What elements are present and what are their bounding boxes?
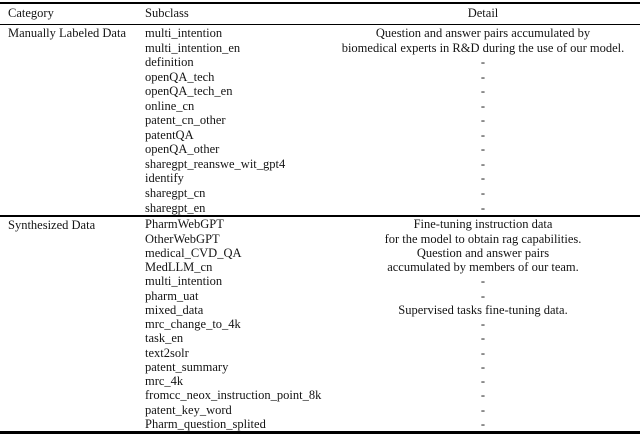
- table-row: [137, 41, 640, 56]
- detail-cell: -: [480, 288, 486, 303]
- table-row: [137, 143, 640, 158]
- detail-cell: -: [480, 359, 486, 374]
- detail-cell: -: [480, 274, 486, 289]
- section-rows: [137, 25, 640, 215]
- table-row: [137, 332, 640, 346]
- detail-cell: accumulated by members of our team.: [387, 260, 579, 275]
- table-section: [0, 25, 640, 215]
- table-row: [137, 317, 640, 331]
- detail-cell: -: [480, 98, 486, 113]
- subclass-cell: PharmWebGPT: [145, 217, 224, 232]
- subclass-cell: fromcc_neox_instruction_point_8k: [145, 388, 322, 403]
- header-detail: Detail: [467, 6, 499, 21]
- category-cell: Synthesized Data: [8, 217, 96, 232]
- subclass-cell: mrc_4k: [145, 374, 184, 389]
- table-row: [137, 84, 640, 99]
- table-row: [137, 417, 640, 431]
- subclass-cell: MedLLM_cn: [145, 260, 213, 275]
- table-row: [137, 260, 640, 274]
- category-cell: Manually Labeled Data: [8, 26, 127, 41]
- subclass-cell: sharegpt_cn: [145, 185, 206, 200]
- table-row: [137, 218, 640, 232]
- table-row: [137, 360, 640, 374]
- detail-cell: -: [480, 55, 486, 70]
- table-row: [137, 157, 640, 172]
- detail-cell: Fine-tuning instruction data: [413, 217, 553, 232]
- detail-cell: -: [480, 185, 486, 200]
- table-section: [0, 217, 640, 432]
- table-row: [137, 275, 640, 289]
- detail-cell: -: [480, 345, 486, 360]
- subclass-cell: openQA_tech_en: [145, 84, 233, 99]
- table-row: [137, 201, 640, 216]
- detail-cell: -: [480, 331, 486, 346]
- detail-cell: -: [480, 374, 486, 389]
- detail-cell: -: [480, 317, 486, 332]
- header-category: Category: [8, 6, 54, 21]
- table-row: [137, 346, 640, 360]
- table-row: [137, 26, 640, 41]
- subclass-cell: mixed_data: [145, 302, 204, 317]
- subclass-cell: definition: [145, 55, 194, 70]
- subclass-cell: multi_intention_en: [145, 40, 241, 55]
- table-row: [137, 374, 640, 388]
- table-row: [137, 232, 640, 246]
- table-row: [137, 70, 640, 85]
- detail-cell: -: [480, 200, 486, 215]
- detail-cell: -: [480, 416, 486, 431]
- subclass-cell: identify: [145, 171, 184, 186]
- detail-cell: Question and answer pairs accumulated by: [375, 25, 591, 40]
- subclass-cell: openQA_other: [145, 142, 220, 157]
- subclass-cell: openQA_tech: [145, 69, 215, 84]
- header-subclass: Subclass: [145, 6, 189, 21]
- table-row: [137, 113, 640, 128]
- detail-cell: -: [480, 69, 486, 84]
- detail-cell: biomedical experts in R&D during the use of our model.: [341, 40, 625, 55]
- subclass-cell: sharegpt_en: [145, 200, 206, 215]
- subclass-cell: medical_CVD_QA: [145, 245, 242, 260]
- section-rows: [137, 217, 640, 432]
- detail-cell: -: [480, 127, 486, 142]
- table-row: [137, 246, 640, 260]
- table-row: [137, 55, 640, 70]
- subclass-cell: patentQA: [145, 127, 194, 142]
- subclass-cell: pharm_uat: [145, 288, 199, 303]
- table-row: [137, 389, 640, 403]
- subclass-cell: online_cn: [145, 98, 195, 113]
- table-row: [137, 186, 640, 201]
- table-row: [137, 99, 640, 114]
- table-row: [137, 289, 640, 303]
- subclass-cell: sharegpt_reanswe_wit_gpt4: [145, 156, 286, 171]
- detail-cell: -: [480, 142, 486, 157]
- table-row: [137, 403, 640, 417]
- subclass-cell: OtherWebGPT: [145, 231, 220, 246]
- detail-cell: -: [480, 402, 486, 417]
- table-row: [137, 172, 640, 187]
- detail-cell: Question and answer pairs: [416, 245, 550, 260]
- table-header-row: [0, 4, 640, 24]
- detail-cell: -: [480, 84, 486, 99]
- subclass-cell: mrc_change_to_4k: [145, 317, 241, 332]
- subclass-cell: text2solr: [145, 345, 189, 360]
- detail-cell: Supervised tasks fine-tuning data.: [398, 302, 568, 317]
- detail-cell: -: [480, 156, 486, 171]
- table-row: [137, 128, 640, 143]
- detail-cell: for the model to obtain rag capabilities.: [384, 231, 582, 246]
- table-body: [0, 25, 640, 431]
- subclass-cell: Pharm_question_splited: [145, 416, 266, 431]
- subclass-cell: multi_intention: [145, 274, 223, 289]
- subclass-cell: patent_summary: [145, 359, 229, 374]
- detail-cell: -: [480, 388, 486, 403]
- detail-cell: -: [480, 171, 486, 186]
- table-row: [137, 303, 640, 317]
- detail-cell: -: [480, 113, 486, 128]
- subclass-cell: task_en: [145, 331, 184, 346]
- subclass-cell: patent_key_word: [145, 402, 232, 417]
- subclass-cell: patent_cn_other: [145, 113, 226, 128]
- subclass-cell: multi_intention: [145, 25, 223, 40]
